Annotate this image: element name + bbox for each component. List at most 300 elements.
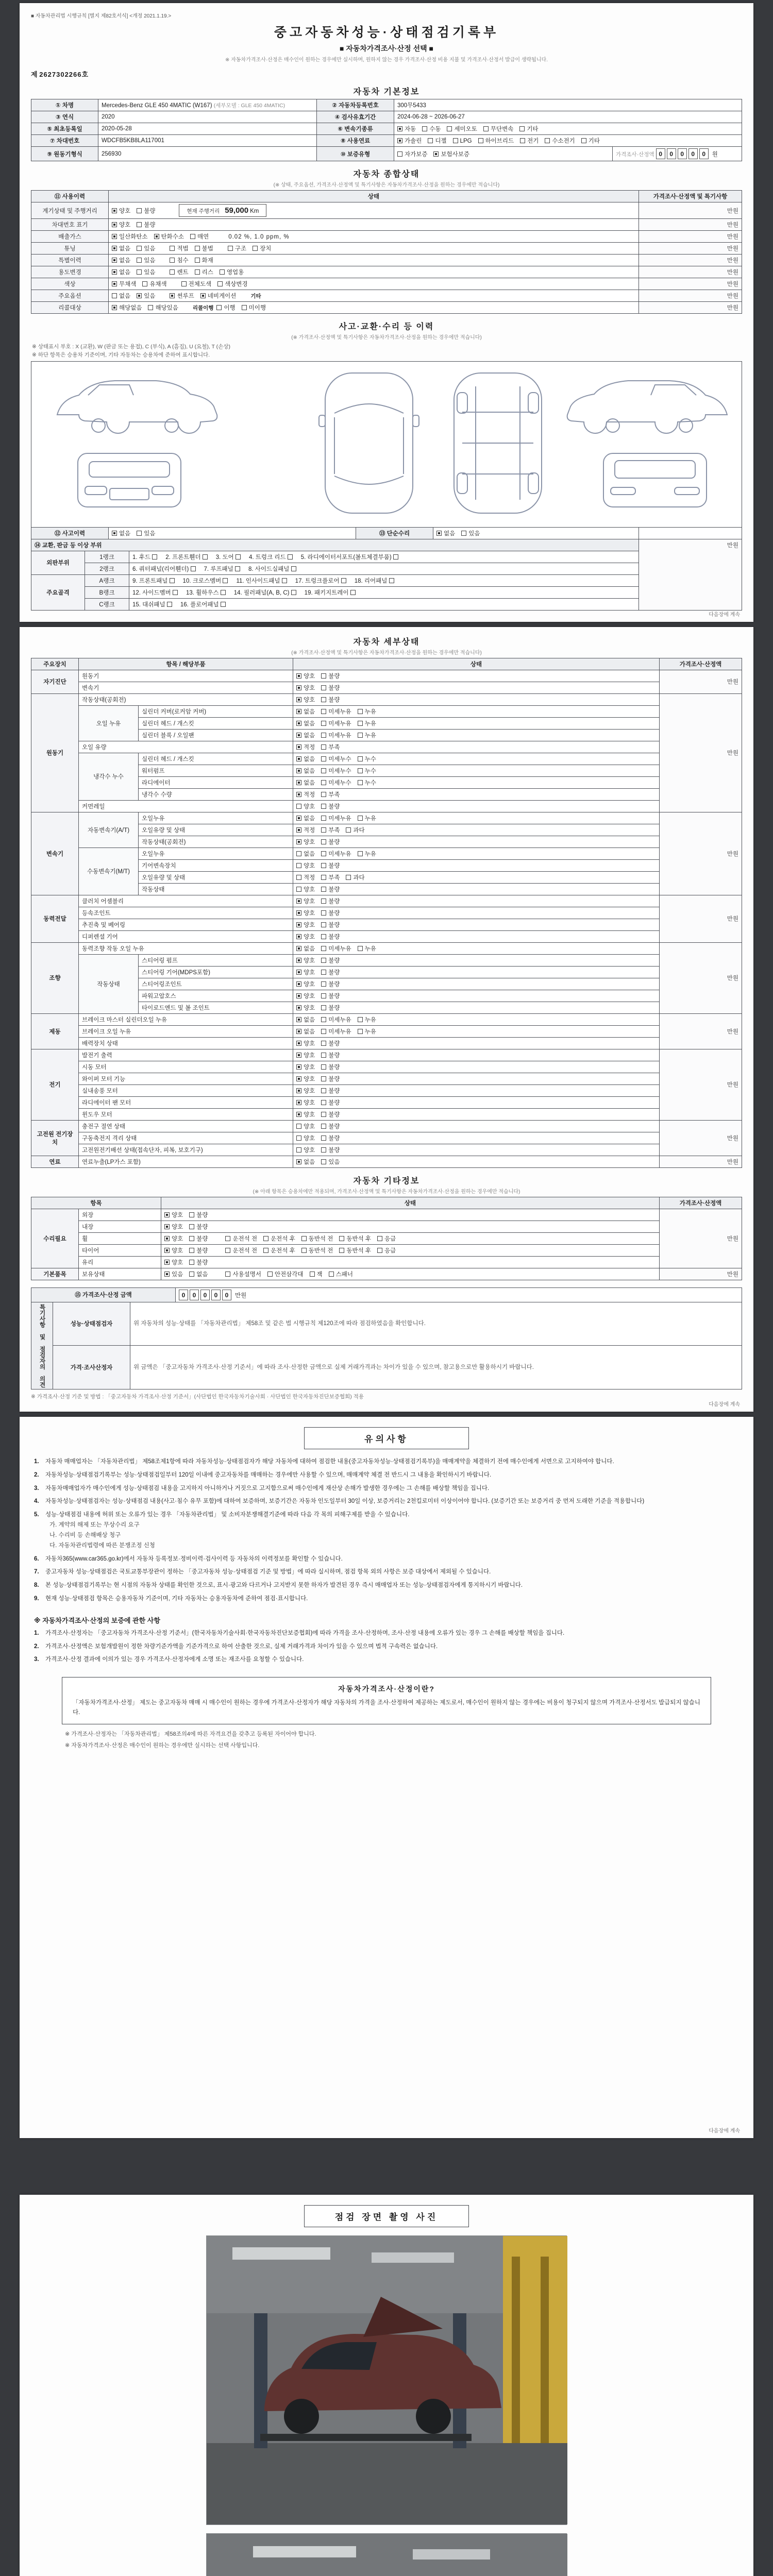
checkbox-option[interactable]: 불량 — [137, 207, 155, 215]
checkbox-icon[interactable] — [189, 1260, 194, 1265]
checkbox-checked-icon[interactable] — [296, 709, 301, 714]
checkbox-option[interactable]: 기타 — [519, 125, 538, 133]
checkbox-option[interactable]: 응급 — [377, 1246, 396, 1255]
checkbox-option[interactable]: 전기 — [520, 137, 539, 145]
checkbox-option[interactable]: 불량 — [321, 1087, 340, 1095]
checkbox-option[interactable]: 양호 — [296, 1051, 315, 1059]
checkbox-option[interactable]: 불량 — [321, 897, 340, 905]
checkbox-checked-icon[interactable] — [112, 258, 117, 263]
checkbox-option[interactable]: 매연 — [190, 232, 209, 241]
checkbox-option[interactable]: 동반석 전 — [301, 1234, 333, 1243]
checkbox-option[interactable]: 무채색 — [112, 280, 136, 288]
checkbox-icon[interactable] — [321, 1064, 326, 1070]
checkbox-icon[interactable] — [321, 1124, 326, 1129]
checkbox-option[interactable]: 불량 — [321, 921, 340, 929]
checkbox-option[interactable]: 적법 — [170, 244, 188, 252]
checkbox-option[interactable]: 탄화수소 — [154, 232, 184, 241]
checkbox-icon[interactable] — [321, 709, 326, 714]
checkbox-option[interactable]: 있음 — [137, 256, 155, 264]
checkbox-option[interactable]: 양호 — [296, 1087, 315, 1095]
checkbox-option[interactable]: 있음 — [321, 1158, 340, 1166]
checkbox-option[interactable]: 없음 — [436, 529, 455, 537]
checkbox-checked-icon[interactable] — [296, 1112, 301, 1117]
checkbox-option[interactable]: 없음 — [112, 256, 130, 264]
checkbox-option[interactable]: 양호 — [296, 956, 315, 964]
checkbox-option[interactable]: 미세누유 — [321, 814, 351, 822]
checkbox-icon[interactable] — [339, 1236, 344, 1241]
checkbox-icon[interactable] — [296, 1124, 301, 1129]
checkbox-icon[interactable] — [329, 1272, 334, 1277]
checkbox-option[interactable]: 불량 — [189, 1211, 208, 1219]
checkbox-option[interactable]: 누유 — [358, 1015, 376, 1024]
checkbox-checked-icon[interactable] — [296, 910, 301, 916]
checkbox-icon[interactable] — [321, 922, 326, 927]
checkbox-checked-icon[interactable] — [112, 269, 117, 275]
checkbox-icon[interactable] — [195, 258, 200, 263]
checkbox-option[interactable]: 불량 — [321, 684, 340, 692]
checkbox-option[interactable]: 안전삼각대 — [267, 1270, 304, 1278]
checkbox-option[interactable]: 불량 — [321, 1122, 340, 1130]
checkbox-option[interactable]: 불량 — [321, 861, 340, 870]
checkbox-checked-icon[interactable] — [296, 1017, 301, 1022]
checkbox-icon[interactable] — [321, 839, 326, 844]
checkbox-option[interactable]: 불량 — [189, 1258, 208, 1266]
checkbox-icon[interactable] — [519, 126, 525, 131]
checkbox-option[interactable]: 있음 — [137, 268, 155, 276]
checkbox-option[interactable]: 있음 — [461, 529, 480, 537]
checkbox-option[interactable]: 부족 — [321, 826, 340, 834]
checkbox-checked-icon[interactable] — [296, 827, 301, 833]
checkbox-icon[interactable] — [191, 566, 196, 571]
checkbox-option[interactable]: 있음 — [137, 292, 155, 300]
checkbox-option[interactable]: 양호 — [296, 980, 315, 988]
checkbox-option[interactable]: 사용설명서 — [225, 1270, 261, 1278]
checkbox-icon[interactable] — [291, 590, 296, 595]
checkbox-checked-icon[interactable] — [112, 222, 117, 227]
checkbox-option[interactable]: 네비게이션 — [200, 292, 237, 300]
checkbox-icon[interactable] — [358, 946, 363, 951]
checkbox-icon[interactable] — [137, 531, 142, 536]
checkbox-option[interactable]: 불량 — [321, 802, 340, 810]
checkbox-icon[interactable] — [358, 733, 363, 738]
checkbox-option[interactable]: 양호 — [296, 861, 315, 870]
checkbox-checked-icon[interactable] — [296, 958, 301, 963]
checkbox-checked-icon[interactable] — [296, 993, 301, 998]
checkbox-option[interactable]: 잭 — [310, 1270, 323, 1278]
checkbox-option[interactable]: 불법 — [195, 244, 213, 252]
checkbox-option[interactable]: 양호 — [296, 838, 315, 846]
checkbox-option[interactable]: 없음 — [112, 292, 130, 300]
checkbox-icon[interactable] — [321, 981, 326, 987]
checkbox-checked-icon[interactable] — [170, 293, 175, 298]
panel-item[interactable]: 4. 트렁크 리드 — [249, 553, 295, 561]
checkbox-icon[interactable] — [321, 1136, 326, 1141]
checkbox-option[interactable]: 양호 — [164, 1234, 183, 1243]
checkbox-checked-icon[interactable] — [112, 305, 117, 310]
checkbox-icon[interactable] — [389, 578, 394, 583]
checkbox-option[interactable]: 자가보증 — [397, 150, 427, 158]
checkbox-option[interactable]: 불량 — [321, 838, 340, 846]
checkbox-option[interactable]: 불량 — [321, 1063, 340, 1071]
checkbox-option[interactable]: 미세누유 — [321, 850, 351, 858]
checkbox-option[interactable]: 양호 — [296, 1039, 315, 1047]
checkbox-checked-icon[interactable] — [296, 1064, 301, 1070]
checkbox-checked-icon[interactable] — [296, 1053, 301, 1058]
checkbox-option[interactable]: 누유 — [358, 707, 376, 716]
checkbox-icon[interactable] — [321, 1147, 326, 1153]
checkbox-icon[interactable] — [310, 1272, 315, 1277]
checkbox-icon[interactable] — [225, 1272, 230, 1277]
checkbox-icon[interactable] — [195, 246, 200, 251]
checkbox-option[interactable]: 운전석 후 — [263, 1246, 295, 1255]
checkbox-checked-icon[interactable] — [296, 1088, 301, 1093]
checkbox-option[interactable]: 적정 — [296, 743, 315, 751]
panel-item[interactable]: 16. 플로어패널 — [180, 600, 228, 608]
checkbox-checked-icon[interactable] — [296, 733, 301, 738]
checkbox-icon[interactable] — [220, 269, 225, 275]
checkbox-option[interactable]: 미세누유 — [321, 1027, 351, 1036]
checkbox-icon[interactable] — [321, 993, 326, 998]
checkbox-option[interactable]: 썬루프 — [170, 292, 194, 300]
checkbox-icon[interactable] — [341, 578, 346, 583]
checkbox-checked-icon[interactable] — [296, 673, 301, 679]
checkbox-checked-icon[interactable] — [296, 922, 301, 927]
checkbox-checked-icon[interactable] — [296, 970, 301, 975]
checkbox-icon[interactable] — [282, 578, 287, 583]
checkbox-icon[interactable] — [223, 578, 228, 583]
checkbox-checked-icon[interactable] — [112, 246, 117, 251]
checkbox-option[interactable]: 양호 — [296, 802, 315, 810]
checkbox-option[interactable]: 미세누수 — [321, 755, 351, 763]
checkbox-option[interactable]: 불량 — [321, 968, 340, 976]
checkbox-checked-icon[interactable] — [112, 281, 117, 286]
checkbox-icon[interactable] — [321, 946, 326, 951]
panel-item[interactable]: 1. 후드 — [132, 553, 159, 561]
checkbox-icon[interactable] — [321, 1088, 326, 1093]
checkbox-option[interactable]: 양호 — [296, 885, 315, 893]
checkbox-checked-icon[interactable] — [296, 981, 301, 987]
checkbox-icon[interactable] — [358, 768, 363, 773]
checkbox-option[interactable]: 디젤 — [428, 137, 446, 145]
checkbox-checked-icon[interactable] — [296, 780, 301, 785]
checkbox-option[interactable]: 양호 — [112, 207, 130, 215]
checkbox-option[interactable]: 양호 — [296, 968, 315, 976]
checkbox-option[interactable]: 과다 — [346, 826, 364, 834]
checkbox-option[interactable]: 양호 — [296, 1075, 315, 1083]
checkbox-option[interactable]: 부족 — [321, 873, 340, 882]
checkbox-icon[interactable] — [137, 222, 142, 227]
checkbox-option[interactable]: 적정 — [296, 826, 315, 834]
panel-item[interactable]: 3. 도어 — [216, 553, 243, 561]
checkbox-icon[interactable] — [321, 934, 326, 939]
checkbox-icon[interactable] — [321, 1029, 326, 1034]
checkbox-option[interactable]: 없음 — [296, 707, 315, 716]
checkbox-option[interactable]: 누유 — [358, 850, 376, 858]
checkbox-icon[interactable] — [296, 851, 301, 856]
checkbox-icon[interactable] — [358, 1017, 363, 1022]
checkbox-option[interactable]: 하이브리드 — [478, 137, 514, 145]
checkbox-icon[interactable] — [428, 138, 433, 143]
checkbox-icon[interactable] — [321, 1100, 326, 1105]
checkbox-option[interactable]: 수소전기 — [545, 137, 575, 145]
checkbox-option[interactable]: 해당있음 — [148, 303, 178, 312]
checkbox-icon[interactable] — [236, 554, 241, 560]
checkbox-icon[interactable] — [358, 780, 363, 785]
checkbox-option[interactable]: 누수 — [358, 778, 376, 787]
checkbox-icon[interactable] — [321, 685, 326, 690]
checkbox-option[interactable]: 없음 — [296, 778, 315, 787]
checkbox-option[interactable]: 불량 — [321, 696, 340, 704]
checkbox-option[interactable]: 양호 — [296, 1004, 315, 1012]
checkbox-icon[interactable] — [377, 1236, 382, 1241]
checkbox-option[interactable]: 해당없음 — [112, 303, 142, 312]
panel-item[interactable]: 10. 크로스멤버 — [183, 577, 230, 585]
checkbox-icon[interactable] — [189, 1272, 194, 1277]
checkbox-option[interactable]: 운전석 전 — [225, 1234, 257, 1243]
checkbox-icon[interactable] — [189, 1236, 194, 1241]
checkbox-option[interactable]: 양호 — [164, 1246, 183, 1255]
checkbox-checked-icon[interactable] — [164, 1272, 170, 1277]
checkbox-icon[interactable] — [453, 138, 458, 143]
checkbox-checked-icon[interactable] — [296, 816, 301, 821]
checkbox-checked-icon[interactable] — [296, 1076, 301, 1081]
checkbox-icon[interactable] — [173, 590, 178, 595]
checkbox-icon[interactable] — [358, 721, 363, 726]
checkbox-option[interactable]: 적정 — [296, 873, 315, 882]
checkbox-checked-icon[interactable] — [296, 685, 301, 690]
checkbox-option[interactable]: 기타 — [581, 137, 600, 145]
checkbox-icon[interactable] — [321, 673, 326, 679]
checkbox-option[interactable]: 부족 — [321, 743, 340, 751]
checkbox-checked-icon[interactable] — [137, 293, 142, 298]
panel-item[interactable]: 19. 패키지트레이 — [305, 588, 358, 597]
checkbox-checked-icon[interactable] — [164, 1236, 170, 1241]
checkbox-checked-icon[interactable] — [112, 234, 117, 239]
checkbox-icon[interactable] — [112, 293, 117, 298]
checkbox-option[interactable]: 양호 — [296, 1122, 315, 1130]
checkbox-option[interactable]: 불량 — [321, 1004, 340, 1012]
checkbox-icon[interactable] — [321, 804, 326, 809]
checkbox-icon[interactable] — [291, 566, 296, 571]
checkbox-icon[interactable] — [167, 602, 172, 607]
checkbox-icon[interactable] — [321, 1053, 326, 1058]
checkbox-option[interactable]: 양호 — [296, 1146, 315, 1154]
checkbox-option[interactable]: 동반석 후 — [339, 1246, 371, 1255]
checkbox-option[interactable]: 불량 — [321, 1146, 340, 1154]
checkbox-option[interactable]: 응급 — [377, 1234, 396, 1243]
checkbox-icon[interactable] — [321, 1041, 326, 1046]
checkbox-checked-icon[interactable] — [296, 946, 301, 951]
checkbox-option[interactable]: 동반석 후 — [339, 1234, 371, 1243]
checkbox-option[interactable]: LPG — [453, 138, 472, 144]
checkbox-option[interactable]: 수동 — [422, 125, 441, 133]
checkbox-checked-icon[interactable] — [296, 756, 301, 761]
checkbox-option[interactable]: 보험사보증 — [433, 150, 469, 158]
checkbox-icon[interactable] — [296, 1147, 301, 1153]
checkbox-option[interactable]: 운전석 전 — [225, 1246, 257, 1255]
checkbox-option[interactable]: 없음 — [112, 529, 130, 537]
checkbox-option[interactable]: 없음 — [296, 814, 315, 822]
checkbox-option[interactable]: 양호 — [112, 221, 130, 229]
panel-item[interactable]: 12. 사이드멤버 — [132, 588, 180, 597]
checkbox-icon[interactable] — [358, 709, 363, 714]
checkbox-option[interactable]: 불량 — [321, 933, 340, 941]
checkbox-checked-icon[interactable] — [296, 697, 301, 702]
checkbox-icon[interactable] — [321, 697, 326, 702]
checkbox-checked-icon[interactable] — [164, 1248, 170, 1253]
checkbox-icon[interactable] — [296, 887, 301, 892]
checkbox-icon[interactable] — [346, 875, 351, 880]
checkbox-option[interactable]: 자동 — [397, 125, 416, 133]
checkbox-option[interactable]: 적정 — [296, 790, 315, 799]
checkbox-icon[interactable] — [422, 126, 427, 131]
checkbox-icon[interactable] — [321, 875, 326, 880]
checkbox-option[interactable]: 불량 — [321, 1051, 340, 1059]
checkbox-icon[interactable] — [321, 958, 326, 963]
checkbox-icon[interactable] — [137, 269, 142, 275]
checkbox-icon[interactable] — [358, 816, 363, 821]
checkbox-option[interactable]: 불량 — [321, 980, 340, 988]
checkbox-icon[interactable] — [321, 899, 326, 904]
checkbox-icon[interactable] — [358, 1029, 363, 1034]
checkbox-icon[interactable] — [397, 151, 402, 157]
checkbox-icon[interactable] — [296, 804, 301, 809]
checkbox-icon[interactable] — [478, 138, 483, 143]
checkbox-icon[interactable] — [346, 827, 351, 833]
checkbox-option[interactable]: 없음 — [296, 755, 315, 763]
checkbox-option[interactable]: 불량 — [189, 1246, 208, 1255]
checkbox-option[interactable]: 불량 — [321, 1134, 340, 1142]
checkbox-icon[interactable] — [545, 138, 550, 143]
checkbox-option[interactable]: 누유 — [358, 1027, 376, 1036]
checkbox-icon[interactable] — [321, 780, 326, 785]
checkbox-icon[interactable] — [321, 744, 326, 750]
checkbox-icon[interactable] — [321, 1017, 326, 1022]
checkbox-option[interactable]: 양호 — [296, 909, 315, 917]
checkbox-option[interactable]: 장치 — [253, 244, 271, 252]
checkbox-option[interactable]: 양호 — [296, 897, 315, 905]
checkbox-option[interactable]: 화재 — [195, 256, 213, 264]
panel-item[interactable]: 9. 프론트패널 — [132, 577, 177, 585]
checkbox-icon[interactable] — [189, 1224, 194, 1229]
checkbox-checked-icon[interactable] — [296, 1159, 301, 1164]
checkbox-option[interactable]: 전체도색 — [181, 280, 211, 288]
checkbox-icon[interactable] — [321, 721, 326, 726]
checkbox-option[interactable]: 무단변속 — [483, 125, 513, 133]
checkbox-icon[interactable] — [170, 578, 175, 583]
checkbox-icon[interactable] — [461, 531, 466, 536]
checkbox-icon[interactable] — [321, 792, 326, 797]
checkbox-icon[interactable] — [483, 126, 489, 131]
checkbox-checked-icon[interactable] — [112, 531, 117, 536]
checkbox-option[interactable]: 스패너 — [329, 1270, 353, 1278]
checkbox-option[interactable]: 없음 — [296, 1015, 315, 1024]
checkbox-option[interactable]: 미세누유 — [321, 1015, 351, 1024]
checkbox-icon[interactable] — [170, 258, 175, 263]
checkbox-option[interactable]: 미세누수 — [321, 767, 351, 775]
checkbox-icon[interactable] — [253, 246, 258, 251]
checkbox-icon[interactable] — [321, 733, 326, 738]
checkbox-checked-icon[interactable] — [164, 1212, 170, 1217]
checkbox-option[interactable]: 없음 — [112, 244, 130, 252]
checkbox-option[interactable]: 영업용 — [220, 268, 244, 276]
checkbox-icon[interactable] — [288, 554, 293, 560]
checkbox-option[interactable]: 미세누유 — [321, 944, 351, 953]
panel-item[interactable]: 18. 리어패널 — [355, 577, 396, 585]
checkbox-option[interactable]: 렌트 — [170, 268, 188, 276]
checkbox-icon[interactable] — [350, 590, 356, 595]
checkbox-icon[interactable] — [137, 258, 142, 263]
checkbox-option[interactable]: 누유 — [358, 731, 376, 739]
checkbox-icon[interactable] — [296, 1136, 301, 1141]
checkbox-icon[interactable] — [296, 863, 301, 868]
checkbox-icon[interactable] — [321, 827, 326, 833]
checkbox-icon[interactable] — [263, 1236, 268, 1241]
panel-item[interactable]: 17. 트렁크플로어 — [295, 577, 348, 585]
checkbox-checked-icon[interactable] — [296, 1100, 301, 1105]
checkbox-option[interactable]: 세미오토 — [447, 125, 477, 133]
checkbox-option[interactable]: 가솔린 — [397, 137, 422, 145]
checkbox-checked-icon[interactable] — [154, 234, 159, 239]
checkbox-option[interactable]: 없음 — [296, 731, 315, 739]
checkbox-icon[interactable] — [189, 1248, 194, 1253]
checkbox-option[interactable]: 양호 — [296, 992, 315, 1000]
checkbox-option[interactable]: 있음 — [164, 1270, 183, 1278]
checkbox-option[interactable]: 미세누수 — [321, 778, 351, 787]
checkbox-icon[interactable] — [190, 234, 195, 239]
checkbox-icon[interactable] — [321, 887, 326, 892]
checkbox-option[interactable]: 미이행 — [242, 303, 266, 312]
checkbox-option[interactable]: 누수 — [358, 767, 376, 775]
panel-item[interactable]: 15. 대쉬패널 — [132, 600, 174, 608]
checkbox-icon[interactable] — [225, 1236, 230, 1241]
checkbox-icon[interactable] — [301, 1236, 307, 1241]
checkbox-icon[interactable] — [296, 875, 301, 880]
checkbox-icon[interactable] — [148, 305, 153, 310]
checkbox-icon[interactable] — [321, 970, 326, 975]
panel-item[interactable]: 7. 루프패널 — [204, 565, 242, 573]
checkbox-icon[interactable] — [321, 756, 326, 761]
checkbox-icon[interactable] — [267, 1272, 273, 1277]
checkbox-icon[interactable] — [321, 863, 326, 868]
checkbox-option[interactable]: 미세누유 — [321, 707, 351, 716]
checkbox-option[interactable]: 양호 — [164, 1258, 183, 1266]
checkbox-icon[interactable] — [235, 566, 240, 571]
panel-item[interactable]: 6. 쿼터패널(리어휀더) — [132, 565, 198, 573]
checkbox-checked-icon[interactable] — [296, 934, 301, 939]
checkbox-option[interactable]: 불량 — [321, 1110, 340, 1118]
checkbox-option[interactable]: 침수 — [170, 256, 188, 264]
checkbox-option[interactable]: 누유 — [358, 814, 376, 822]
checkbox-icon[interactable] — [447, 126, 452, 131]
checkbox-option[interactable]: 없음 — [296, 944, 315, 953]
checkbox-option[interactable]: 양호 — [296, 684, 315, 692]
checkbox-icon[interactable] — [321, 851, 326, 856]
checkbox-checked-icon[interactable] — [296, 744, 301, 750]
checkbox-icon[interactable] — [221, 602, 226, 607]
checkbox-option[interactable]: 불량 — [321, 885, 340, 893]
checkbox-option[interactable]: 양호 — [296, 672, 315, 680]
checkbox-option[interactable]: 양호 — [296, 696, 315, 704]
checkbox-icon[interactable] — [225, 1248, 230, 1253]
checkbox-option[interactable]: 불량 — [321, 672, 340, 680]
checkbox-option[interactable]: 불량 — [321, 1039, 340, 1047]
checkbox-option[interactable]: 있음 — [137, 244, 155, 252]
checkbox-option[interactable]: 유채색 — [142, 280, 166, 288]
checkbox-option[interactable]: 없음 — [296, 767, 315, 775]
checkbox-option[interactable]: 양호 — [296, 921, 315, 929]
checkbox-checked-icon[interactable] — [296, 768, 301, 773]
